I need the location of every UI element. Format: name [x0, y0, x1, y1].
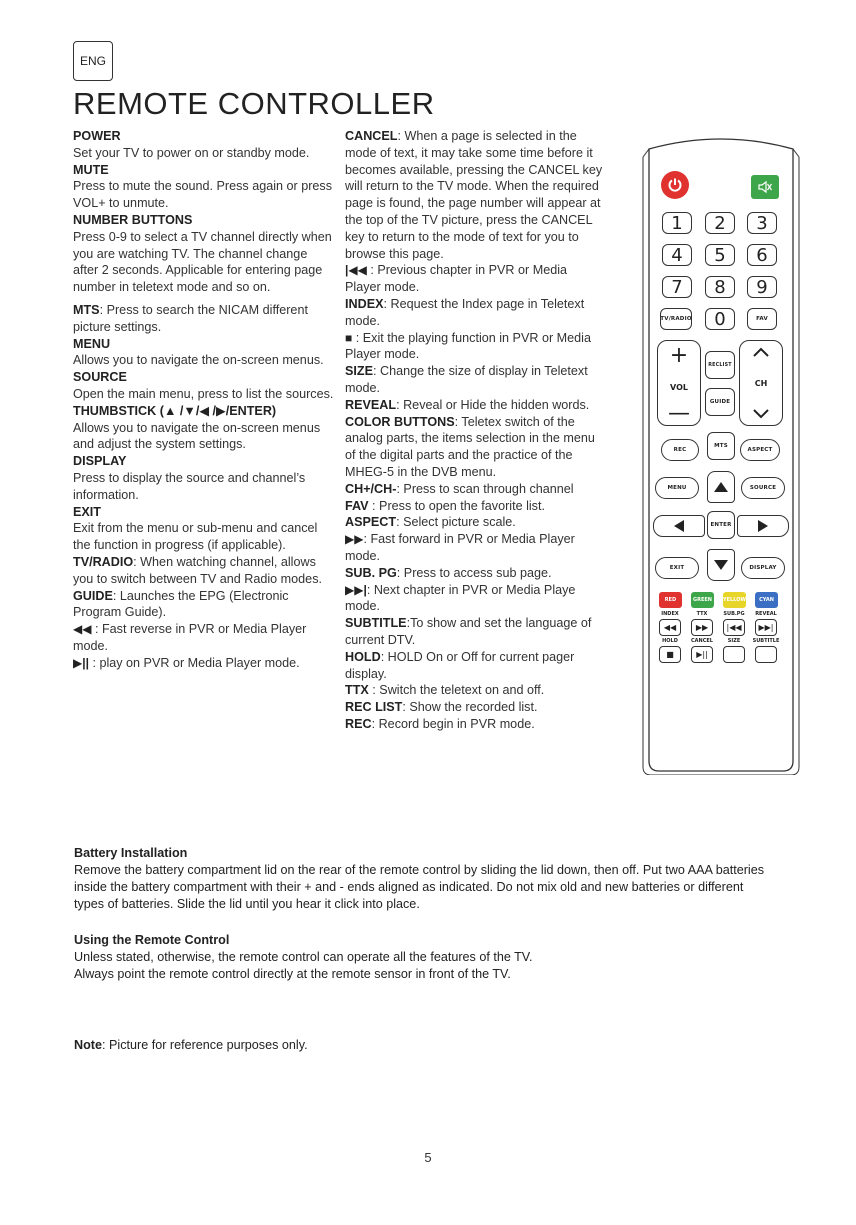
fav-button[interactable]: FAV [747, 308, 777, 330]
entry-rec-text: : Record begin in PVR mode. [371, 716, 535, 731]
entry-tvradio-heading: TV/RADIO [73, 554, 134, 569]
entry-rec [345, 716, 603, 733]
entry-number-text: Press 0-9 to select a TV channel directly when you are watching TV. The channel change after 2 seconds. Applicable for entering page number in teletext mode and so on. [73, 229, 332, 295]
stop-button[interactable] [659, 646, 681, 663]
number-key-7[interactable]: 7 [662, 276, 692, 298]
battery-text: Remove the battery compartment lid on the rear of the remote control by sliding the lid down, then off. Put two AAA batteries inside the battery compartment with their + and - ends aligned as indicated. Do not mix old and new batteries or different types of batteries. Slide the lid until you hear it click into place. [74, 863, 764, 911]
mute-icon [757, 180, 773, 194]
channel-up-icon[interactable] [752, 347, 770, 357]
entry-ch-text: : Press to scan through channel [396, 481, 574, 496]
size-button[interactable] [723, 646, 745, 663]
entry-ttx-text: : Switch the teletext on and off. [368, 683, 545, 698]
channel-rocker [739, 340, 783, 426]
entry-index [345, 296, 603, 330]
play-pause-icon: ▶|| [696, 650, 708, 659]
entry-nextch-heading: ▶▶| [345, 582, 367, 597]
entry-display [73, 453, 335, 503]
entry-reveal [345, 397, 603, 414]
entry-reveal-heading: REVEAL [345, 397, 397, 412]
entry-cancel [345, 128, 603, 262]
entry-index-heading: INDEX [345, 296, 384, 311]
entry-play [73, 655, 335, 672]
entry-fav-text: : Press to open the favorite list. [368, 498, 545, 513]
entry-tvradio-text: : When watching channel, allows you to switch between TV and Radio modes. [73, 554, 322, 586]
note-section [74, 1037, 774, 1054]
number-key-1[interactable]: 1 [662, 212, 692, 234]
volume-label: VOL [670, 382, 688, 392]
entry-stop-text: : Exit the playing function in PVR or Media Player mode. [345, 330, 591, 362]
reveal-label: REVEAL [755, 611, 777, 617]
tv-radio-button[interactable]: TV/RADIO [660, 308, 692, 330]
right-arrow-button[interactable] [737, 515, 789, 537]
entry-color-text: : Teletex switch of the analog parts, the items selection in the menu of the digital parts and the practice of the MHEG-5 in the DVB menu. [345, 414, 595, 479]
fast-reverse-button[interactable] [659, 619, 681, 636]
number-key-9[interactable]: 9 [747, 276, 777, 298]
entry-ch-heading: CH+/CH- [345, 481, 397, 496]
left-description-column [73, 128, 335, 672]
guide-button[interactable]: GUIDE [705, 388, 735, 416]
index-label: INDEX [661, 611, 679, 617]
size-label: SIZE [727, 638, 741, 644]
channel-down-icon[interactable] [752, 409, 770, 419]
entry-reclist-heading: REC LIST [345, 700, 403, 715]
number-key-0[interactable]: 0 [705, 308, 735, 330]
entry-hold [345, 649, 603, 683]
entry-color-heading: COLOR BUTTONS [345, 414, 455, 429]
play-pause-button[interactable] [691, 646, 713, 663]
entry-stop-heading: ■ [345, 330, 353, 345]
volume-rocker [657, 340, 701, 426]
entry-aspect [345, 514, 603, 531]
entry-mute-text: Press to mute the sound. Press again or press VOL+ to unmute. [73, 179, 333, 211]
volume-down-icon[interactable]: — [668, 401, 690, 426]
using-line-2: Always point the remote control directly at the remote sensor in front of the TV. [74, 967, 511, 981]
entry-ff [345, 531, 603, 565]
entry-exit [73, 504, 335, 554]
left-arrow-icon [674, 520, 684, 532]
entry-display-text: Press to display the source and channel’s information. [73, 470, 306, 502]
entry-thumb-heading: THUMBSTICK (▲ /▼/◀ /▶/ENTER) [73, 403, 277, 418]
stop-icon: ■ [666, 650, 674, 659]
entry-nextch-text: : Next chapter in PVR or Media Playe mode. [345, 582, 576, 614]
down-arrow-icon [714, 560, 728, 570]
using-line-1: Unless stated, otherwise, the remote control can operate all the features of the TV. [74, 950, 533, 964]
entry-guide-heading: GUIDE [73, 588, 113, 603]
fast-reverse-icon: ◀◀ [663, 623, 677, 632]
mts-button[interactable]: MTS [707, 432, 735, 460]
entry-thumb [73, 403, 335, 453]
entry-prevch-heading: |◀◀ [345, 263, 367, 278]
entry-fav-heading: FAV [345, 498, 369, 513]
entry-source-text: Open the main menu, press to list the sources. [73, 386, 334, 401]
entry-aspect-text: : Select picture scale. [396, 515, 516, 530]
battery-installation-section [74, 845, 774, 913]
left-arrow-button[interactable] [653, 515, 705, 537]
entry-mute [73, 162, 335, 212]
entry-rew [73, 621, 335, 655]
entry-menu-text: Allows you to navigate the on-screen menus. [73, 353, 324, 368]
entry-subtitle-text: :To show and set the language of current DTV. [345, 616, 592, 647]
right-arrow-icon [758, 520, 768, 532]
entry-color [345, 414, 603, 481]
entry-size [345, 363, 603, 397]
entry-thumb-text: Allows you to navigate the on-screen menus and adjust the system settings. [73, 420, 321, 452]
entry-hold-text: : HOLD On or Off for current pager display. [345, 649, 575, 681]
entry-number [73, 212, 335, 296]
number-key-4[interactable]: 4 [662, 244, 692, 266]
entry-cancel-heading: CANCEL [345, 129, 398, 143]
display-button[interactable]: DISPLAY [741, 557, 785, 579]
entry-source [73, 369, 335, 403]
entry-mute-heading: MUTE [73, 162, 109, 177]
entry-tvradio [73, 554, 335, 588]
enter-button[interactable]: ENTER [707, 511, 735, 539]
subpg-label: SUB.PG [723, 611, 745, 617]
entry-play-heading: ▶|| [73, 655, 89, 670]
remote-illustration [641, 135, 801, 775]
next-chapter-icon: ▶▶| [758, 623, 774, 632]
entry-hold-heading: HOLD [345, 649, 381, 664]
rec-button[interactable]: REC [661, 439, 699, 461]
entry-mts [73, 302, 335, 336]
entry-subpg [345, 565, 603, 582]
entry-size-heading: SIZE [345, 364, 373, 379]
entry-subpg-text: : Press to access sub page. [396, 565, 552, 580]
menu-button[interactable]: MENU [655, 477, 699, 499]
entry-menu [73, 336, 335, 370]
middle-description-column [345, 128, 603, 733]
entry-ch [345, 481, 603, 498]
entry-nextch [345, 582, 603, 616]
volume-up-icon[interactable]: + [669, 343, 689, 368]
entry-prevch-text: : Previous chapter in PVR or Media Player mode. [345, 263, 568, 295]
mute-button[interactable] [751, 175, 779, 199]
number-key-8[interactable]: 8 [705, 276, 735, 298]
entry-source-heading: SOURCE [73, 370, 127, 385]
exit-button[interactable]: EXIT [655, 557, 699, 579]
up-arrow-icon [714, 482, 728, 492]
page-number: 5 [424, 1150, 432, 1165]
entry-index-text: : Request the Index page in Teletext mode. [345, 296, 585, 328]
note-text: : Picture for reference purposes only. [102, 1038, 308, 1052]
entry-exit-heading: EXIT [73, 504, 101, 519]
entry-guide [73, 588, 335, 622]
entry-stop [345, 330, 603, 364]
fast-forward-icon: ▶▶ [695, 623, 709, 632]
number-key-3[interactable]: 3 [747, 212, 777, 234]
entry-cancel-text: : When a page is selected in the mode of text, it may take some time before it becomes available, pressing the CANCEL key will return to the TV mode. When the required page is found, the page number will appear at the top of the TV picture, press the CANCEL key to return to the mode of text for you to browse this page. [345, 129, 603, 261]
entry-exit-text: Exit from the menu or sub-menu and cancel the function in progress (if applicable). [73, 521, 318, 553]
fast-forward-button[interactable] [691, 619, 713, 636]
entry-display-heading: DISPLAY [73, 454, 127, 469]
down-arrow-button[interactable] [707, 549, 735, 581]
using-remote-section [74, 932, 774, 983]
number-key-2[interactable]: 2 [705, 212, 735, 234]
reclist-button[interactable]: RECLIST [705, 351, 735, 379]
entry-power [73, 128, 335, 162]
entry-subtitle-heading: SUBTITLE [345, 616, 407, 631]
entry-ff-text: : Fast forward in PVR or Media Player mode. [345, 532, 575, 563]
entry-menu-heading: MENU [73, 336, 111, 351]
yellow-button[interactable]: YELLOW [723, 592, 746, 608]
entry-ttx [345, 682, 603, 699]
entry-aspect-heading: ASPECT [345, 515, 397, 530]
entry-mts-text: : Press to search the NICAM different picture settings. [73, 302, 308, 334]
subtitle-button[interactable] [755, 646, 777, 663]
aspect-button[interactable]: ASPECT [740, 439, 780, 461]
previous-chapter-button[interactable] [723, 619, 745, 636]
ttx-label: TTX [696, 611, 708, 617]
channel-label: CH [754, 378, 768, 388]
subtitle-label: SUBTITLE [752, 638, 780, 644]
entry-subtitle [345, 615, 603, 649]
cyan-button[interactable]: CYAN [755, 592, 778, 608]
entry-ttx-heading: TTX [345, 683, 369, 698]
entry-rew-heading: ◀◀ [73, 622, 92, 637]
page-title: REMOTE CONTROLLER [73, 86, 435, 121]
entry-power-heading: POWER [73, 129, 121, 143]
entry-reclist [345, 699, 603, 716]
power-icon [667, 177, 683, 193]
source-button[interactable]: SOURCE [741, 477, 785, 499]
power-button[interactable] [661, 171, 689, 199]
entry-reclist-text: : Show the recorded list. [402, 700, 538, 715]
entry-number-heading: NUMBER BUTTONS [73, 212, 193, 227]
hold-label: HOLD [662, 638, 678, 644]
red-button[interactable]: RED [659, 592, 682, 608]
entry-reveal-text: : Reveal or Hide the hidden words. [396, 397, 590, 412]
next-chapter-button[interactable] [755, 619, 777, 636]
battery-heading: Battery Installation [74, 846, 188, 860]
up-arrow-button[interactable] [707, 471, 735, 503]
entry-ff-heading: ▶▶ [345, 532, 364, 547]
entry-power-text: Set your TV to power on or standby mode. [73, 145, 310, 160]
entry-fav [345, 498, 603, 515]
cancel-label: CANCEL [691, 638, 713, 644]
previous-chapter-icon: |◀◀ [726, 623, 742, 632]
green-button[interactable]: GREEN [691, 592, 714, 608]
entry-size-text: : Change the size of display in Teletext mode. [345, 364, 588, 395]
note-heading: Note [74, 1038, 102, 1052]
using-heading: Using the Remote Control [74, 933, 230, 947]
entry-guide-text: : Launches the EPG (Electronic Program Guide). [73, 588, 289, 620]
number-key-6[interactable]: 6 [747, 244, 777, 266]
language-badge: ENG [73, 41, 113, 81]
entry-play-text: : play on PVR or Media Player mode. [88, 655, 300, 670]
entry-rec-heading: REC [345, 716, 372, 731]
entry-subpg-heading: SUB. PG [345, 565, 397, 580]
entry-prevch [345, 262, 603, 296]
number-key-5[interactable]: 5 [705, 244, 735, 266]
entry-mts-heading: MTS [73, 302, 100, 317]
entry-rew-text: : Fast reverse in PVR or Media Player mode. [73, 622, 307, 653]
